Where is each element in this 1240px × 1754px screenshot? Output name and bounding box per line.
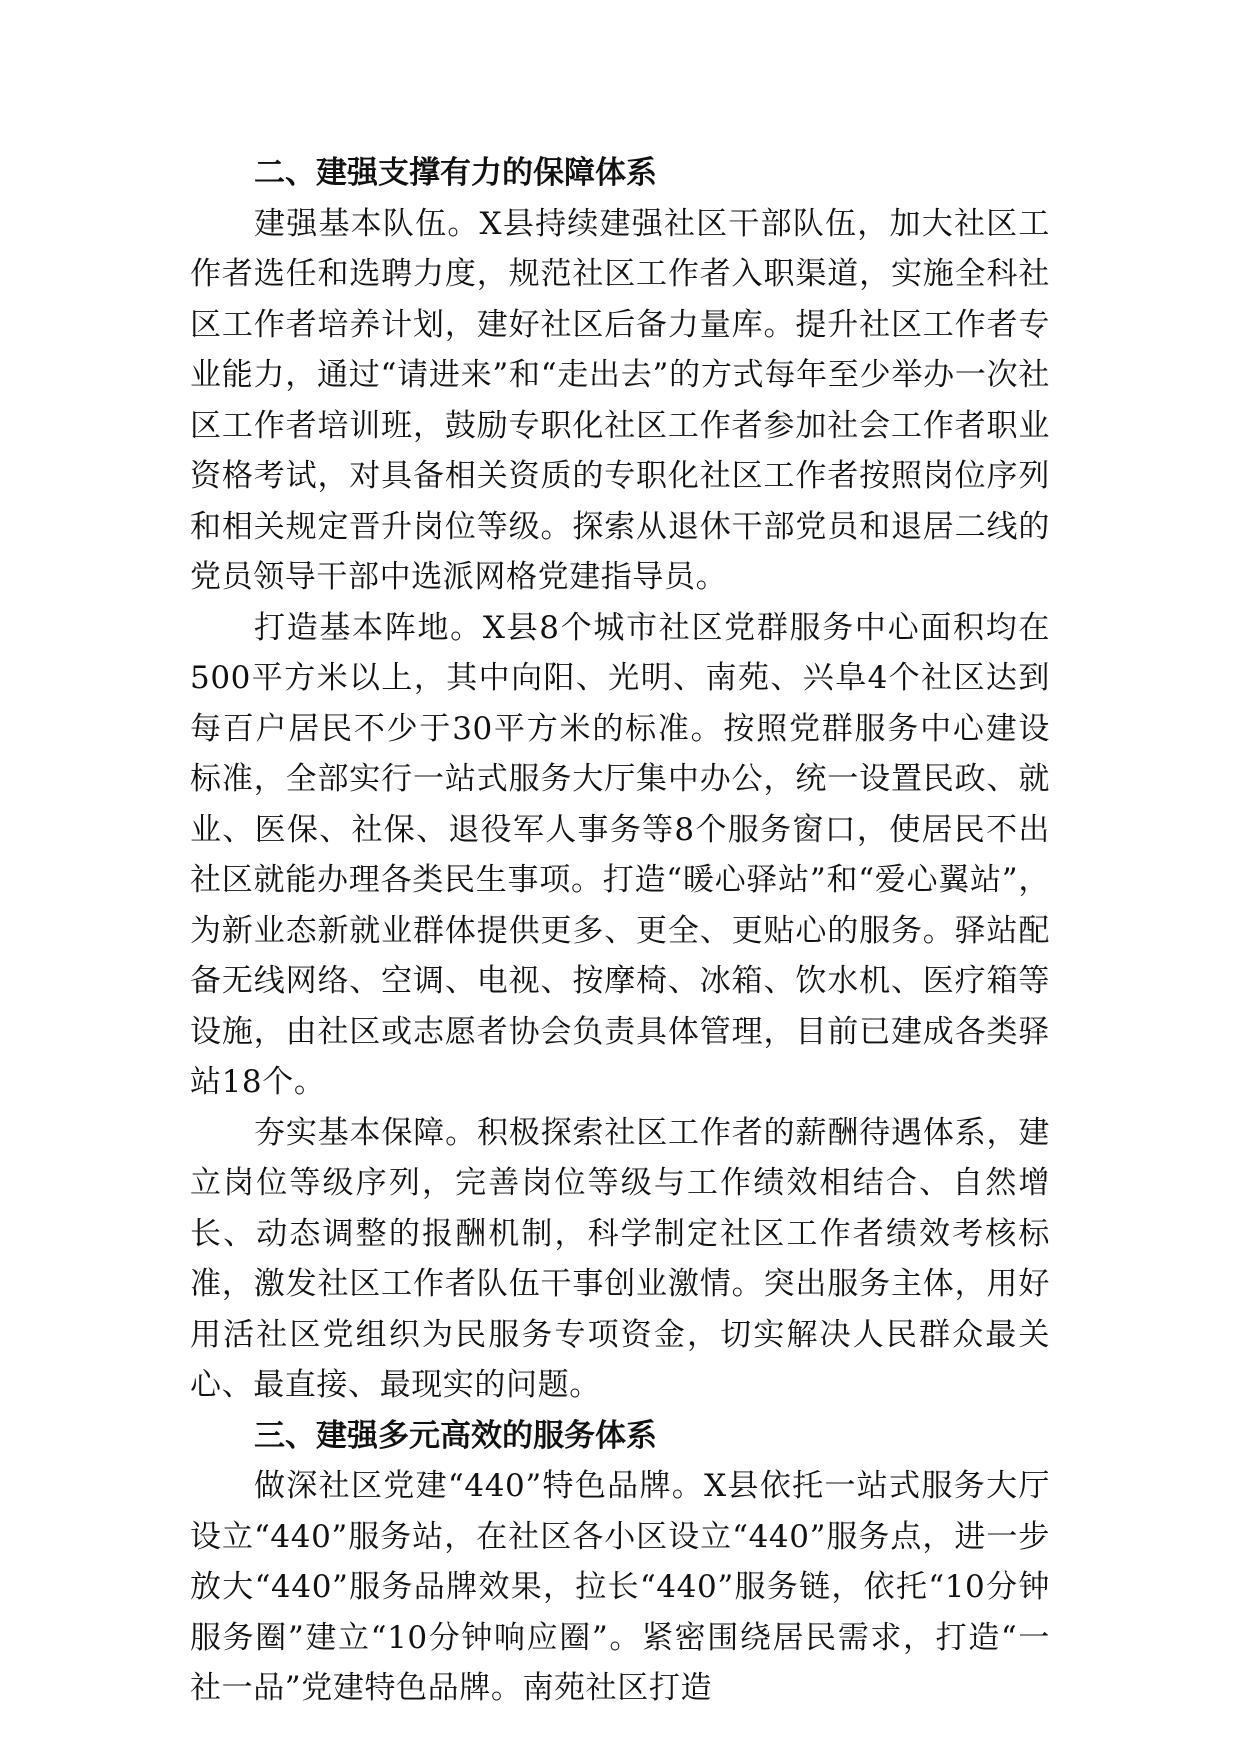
paragraph-440-brand: 做深社区党建“440”特色品牌。X县依托一站式服务大厅设立“440”服务站，在社区各小区设立“440”服务点，进一步放大“440”服务品牌效果，拉长“440”服务链，依托“10分钟服务圈”建立“10分钟响应圈”。紧密围绕居民需求，打造“一社一品”党建特色品牌。南苑社区打造 [190,1468,1050,1706]
document-body [190,148,1050,1714]
paragraph-basic-position: 打造基本阵地。X县8个城市社区党群服务中心面积均在500平方米以上，其中向阳、光明、南苑、兴阜4个社区达到每百户居民不少于30平方米的标准。按照党群服务中心建设标准，全部实行一站式服务大厅集中办公，统一设置民政、就业、医保、社保、退役军人事务等8个服务窗口，使居民不出社区就能办理各类民生事项。打造“暖心驿站”和“爱心翼站”，为新业态新就业群体提供更多、更全、更贴心的服务。驿站配备无线网络、空调、电视、按摩椅、冰箱、饮水机、医疗箱等设施，由社区或志愿者协会负责具体管理，目前已建成各类驿站18个。 [190,609,1050,1100]
section-heading-3: 三、建强多元高效的服务体系 [254,1417,657,1454]
paragraph-basic-team: 建强基本队伍。X县持续建强社区干部队伍，加大社区工作者选任和选聘力度，规范社区工作者入职渠道，实施全科社区工作者培养计划，建好社区后备力量库。提升社区工作者专业能力，通过“请进来”和“走出去”的方式每年至少举办一次社区工作者培训班，鼓励专职化社区工作者参加社会工作者职业资格考试，对具备相关资质的专职化社区工作者按照岗位序列和相关规定晋升岗位等级。探索从退休干部党员和退居二线的党员领导干部中选派网格党建指导员。 [190,205,1050,595]
section-heading-2: 二、建强支撑有力的保障体系 [254,155,657,191]
paragraph-basic-guarantee: 夯实基本保障。积极探索社区工作者的薪酬待遇体系，建立岗位等级序列，完善岗位等级与工作绩效相结合、自然增长、动态调整的报酬机制，科学制定社区工作者绩效考核标准，激发社区工作者队伍干事创业激情。突出服务主体，用好用活社区党组织为民服务专项资金，切实解决人民群众最关心、最直接、最现实的问题。 [190,1114,1050,1403]
